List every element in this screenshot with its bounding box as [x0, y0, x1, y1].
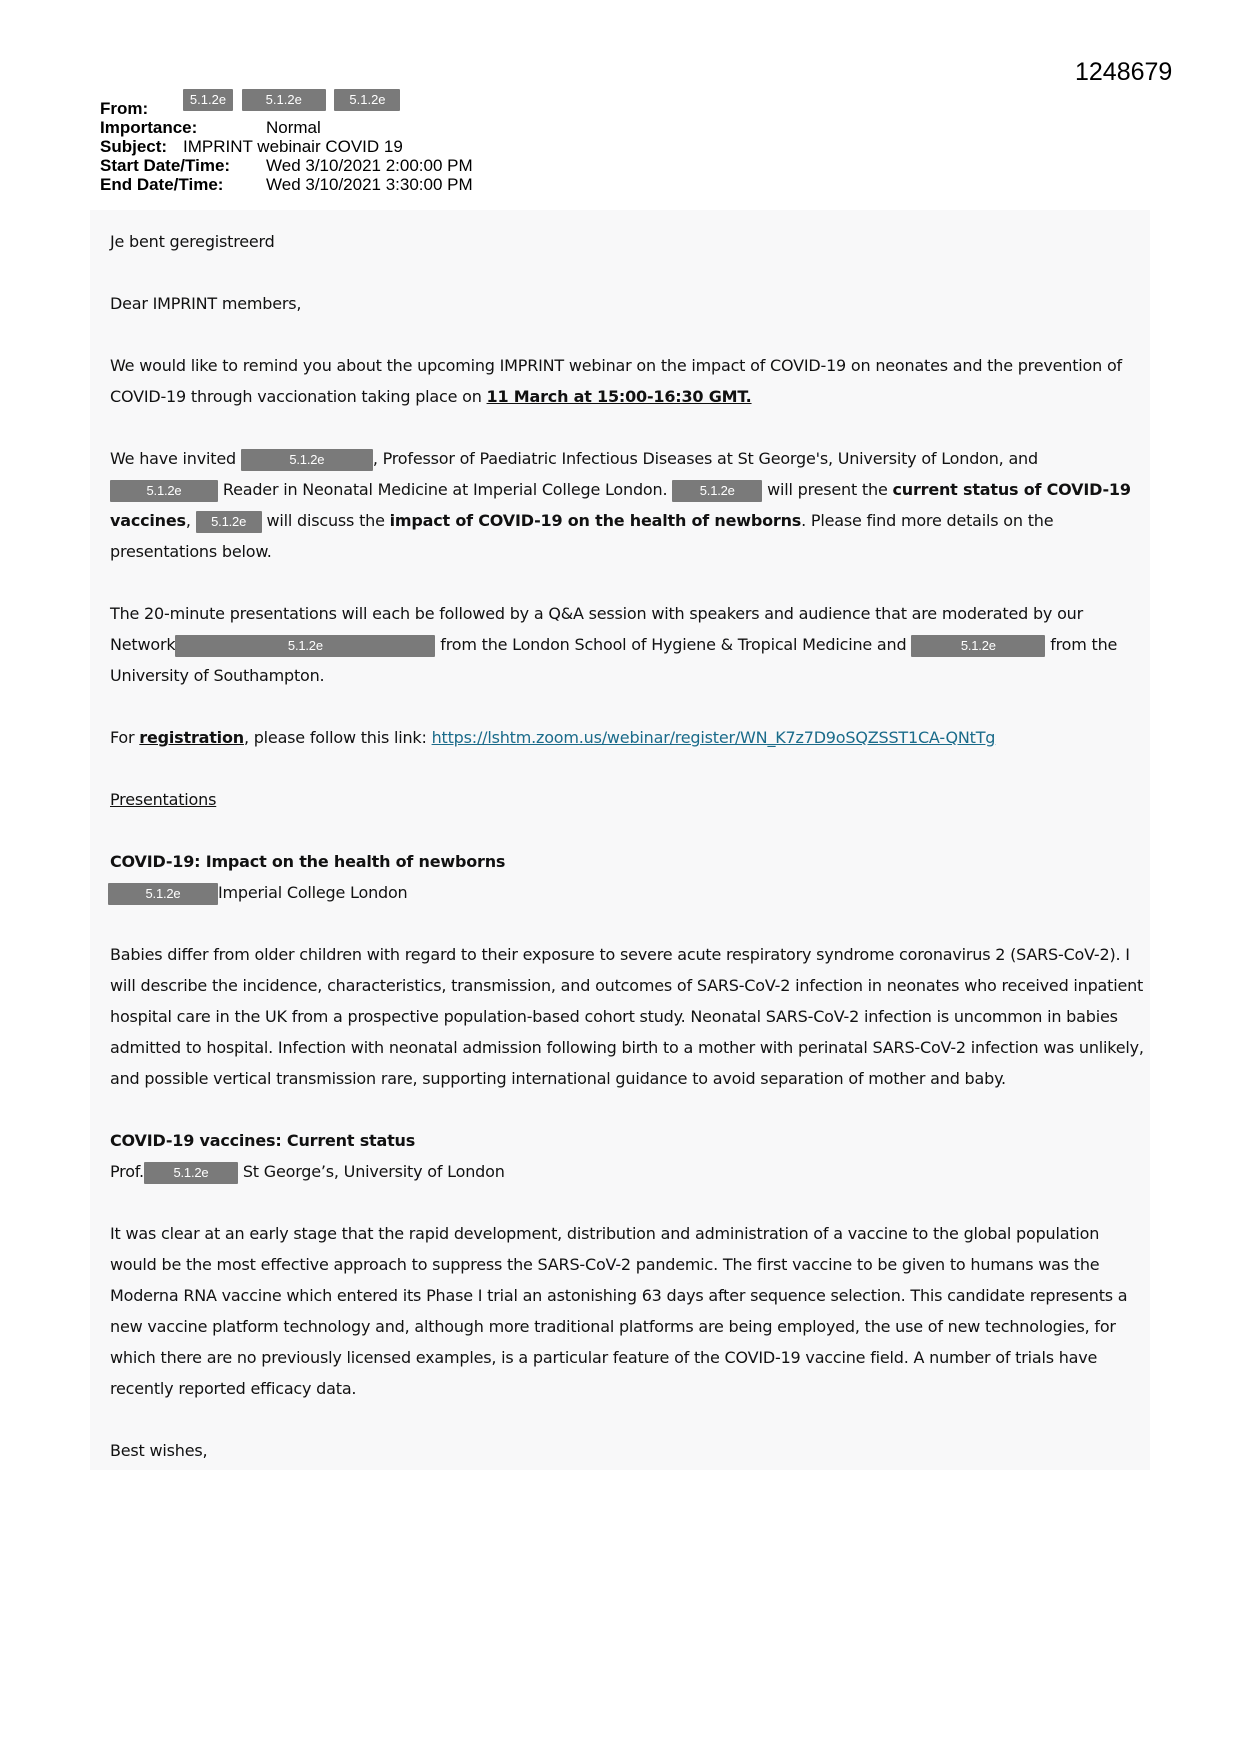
talk-1-title: COVID-19: Impact on the health of newborns [110, 852, 506, 871]
talk-1 [110, 846, 1150, 908]
moderators-paragraph: The 20-minute presentations will each be followed by a Q&A session with speakers and audience that are moderated by our Network 5.1.2e from the London School of Hygiene & Tropical Medicine and 5.1.2e from the University of Southampton. [110, 604, 1118, 685]
subject-label: Subject: [100, 137, 168, 156]
talk-1-speaker: 5.1.2e Imperial College London [110, 877, 1150, 908]
registration-paragraph: For registration, please follow this link: https://lshtm.zoom.us/webinar/register/WN_K7z7D9oSQZSST1CA-QNtTg [110, 728, 996, 747]
redaction-box: 5.1.2e [911, 635, 1045, 657]
document-number: 1248679 [1075, 58, 1173, 86]
signoff: Best wishes, [110, 1441, 208, 1460]
speakers-paragraph: We have invited 5.1.2e , Professor of Paediatric Infectious Diseases at St George's, University of London, and 5.1.2e Reader in Neonatal Medicine at Imperial College London. 5.1.2e will present the current status of COVID-19 vaccines, 5.1.2e will discuss the impact of COVID-19 on the health of newborns. Please find more details on the presentations below. [110, 449, 1131, 561]
redaction-box: 5.1.2e [183, 89, 233, 111]
talk-2-speaker: Prof. 5.1.2e St George’s, University of London [110, 1156, 1150, 1187]
redaction-box: 5.1.2e [144, 1162, 238, 1184]
talk-2-title: COVID-19 vaccines: Current status [110, 1131, 416, 1150]
from-label: From: [100, 99, 149, 118]
registration-link[interactable]: https://lshtm.zoom.us/webinar/register/WN_K7z7D9oSQZSST1CA-QNtTg [431, 728, 996, 747]
webinar-date: 11 March at 15:00-16:30 GMT. [486, 387, 752, 406]
redaction-box: 5.1.2e [110, 480, 218, 502]
intro-paragraph: We would like to remind you about the upcoming IMPRINT webinar on the impact of COVID-19 on neonates and the prevention of COVID-19 through vaccionation taking place on 11 March at 15:00-16:30 GMT. [110, 356, 1122, 406]
end-value: Wed 3/10/2021 3:30:00 PM [266, 175, 473, 194]
talk-1-abstract: Babies differ from older children with regard to their exposure to severe acute respiratory syndrome coronavirus 2 (SARS-CoV-2). I will describe the incidence, characteristics, transmission, and outcomes of SARS-CoV-2 infection in neonates who received inpatient hospital care in the UK from a prospective population-based cohort study. Neonatal SARS-CoV-2 infection is uncommon in babies admitted to hospital. Infection with neonatal admission following birth to a mother with perinatal SARS-CoV-2 infection was unlikely, and possible vertical transmission rare, supporting international guidance to avoid separation of mother and baby. [110, 945, 1144, 1088]
registered-note: Je bent geregistreerd [110, 232, 275, 251]
start-label: Start Date/Time: [100, 156, 231, 175]
talk-2 [110, 1125, 1150, 1187]
redaction-box: 5.1.2e [108, 883, 218, 905]
subject-value: IMPRINT webinair COVID 19 [183, 137, 403, 156]
talk-2-abstract: It was clear at an early stage that the rapid development, distribution and administration of a vaccine to the global population would be the most effective approach to suppress the SARS-CoV-2 pandemic. The first vaccine to be given to humans was the Moderna RNA vaccine which entered its Phase I trial an astonishing 63 days after sequence selection. This candidate represents a new vaccine platform technology and, although more traditional platforms are being employed, the use of new technologies, for which there are no previously licensed examples, is a particular feature of the COVID-19 vaccine field. A number of trials have recently reported efficacy data. [110, 1224, 1128, 1398]
start-value: Wed 3/10/2021 2:00:00 PM [266, 156, 473, 175]
email-body [110, 226, 1150, 1497]
importance-value: Normal [266, 118, 321, 137]
redaction-box: 5.1.2e [175, 635, 435, 657]
end-label: End Date/Time: [100, 175, 224, 194]
greeting: Dear IMPRINT members, [110, 294, 302, 313]
redaction-box: 5.1.2e [334, 89, 400, 111]
redaction-box: 5.1.2e [196, 511, 262, 533]
presentations-heading: Presentations [110, 790, 217, 809]
redaction-box: 5.1.2e [242, 89, 326, 111]
importance-label: Importance: [100, 118, 198, 137]
redaction-box: 5.1.2e [672, 480, 762, 502]
redaction-box: 5.1.2e [241, 449, 373, 471]
